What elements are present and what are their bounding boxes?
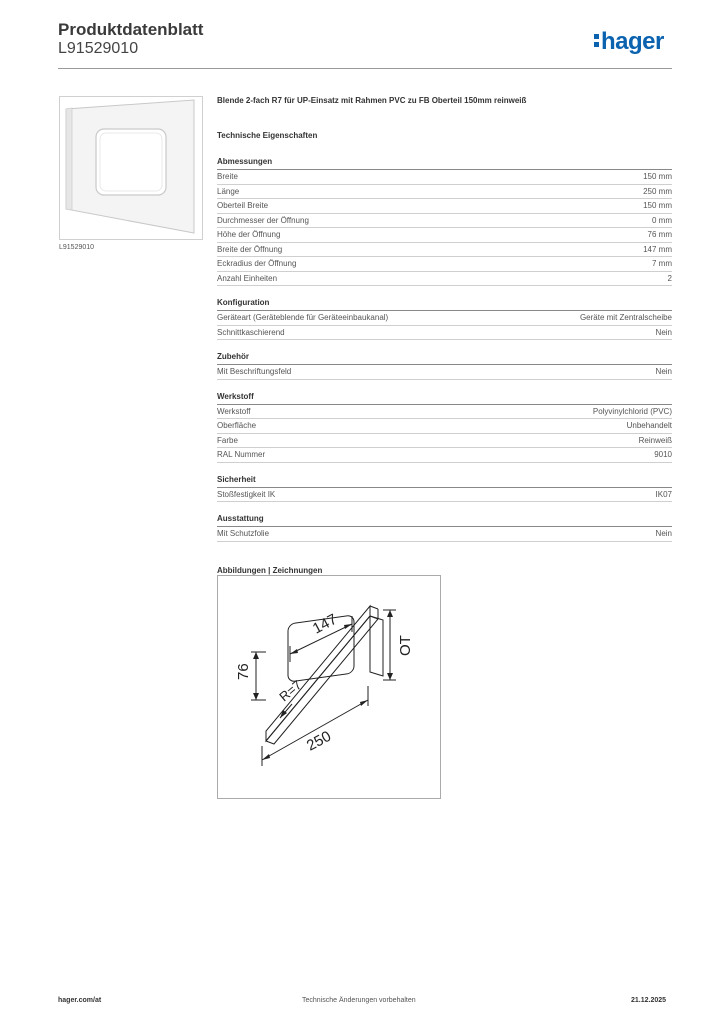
spec-section xyxy=(217,475,672,503)
specification-content xyxy=(217,96,672,578)
spec-value: Unbehandelt xyxy=(626,421,672,430)
spec-row xyxy=(217,448,672,463)
spec-label: Farbe xyxy=(217,435,238,445)
product-cover-plate-image xyxy=(60,97,202,239)
spec-label: Höhe der Öffnung xyxy=(217,230,281,239)
spec-value: Nein xyxy=(655,367,672,376)
page-title: Produktdatenblatt xyxy=(58,20,204,39)
spec-value: 76 mm xyxy=(647,230,672,239)
spec-row xyxy=(217,434,672,449)
spec-row xyxy=(217,326,672,341)
technical-properties-heading: Technische Eigenschaften xyxy=(217,131,318,140)
hager-logo xyxy=(594,28,664,56)
spec-label: Anzahl Einheiten xyxy=(217,273,278,283)
section-heading: Zubehör xyxy=(217,352,672,365)
spec-section xyxy=(217,514,672,542)
spec-label: Schnittkaschierend xyxy=(217,327,285,337)
spec-value: 150 mm xyxy=(643,172,672,181)
spec-row xyxy=(217,243,672,258)
spec-value: 2 xyxy=(667,273,672,283)
spec-value: IK07 xyxy=(655,489,672,499)
spec-row xyxy=(217,228,672,243)
dim-top-label: OT xyxy=(397,635,414,656)
spec-sections xyxy=(217,157,672,542)
section-heading: Konfiguration xyxy=(217,298,672,311)
product-title: Blende 2-fach R7 für UP-Einsatz mit Rahmen PVC zu FB Oberteil 150mm reinweiß xyxy=(217,96,527,105)
dim-radius-label: R=7 xyxy=(276,677,305,705)
technical-drawing xyxy=(217,575,441,799)
dimension-drawing xyxy=(218,576,440,798)
spec-value: Reinweiß xyxy=(638,435,672,445)
product-image xyxy=(59,96,203,240)
spec-label: Breite xyxy=(217,172,238,181)
spec-row xyxy=(217,365,672,380)
section-heading: Sicherheit xyxy=(217,475,672,488)
spec-label: Werkstoff xyxy=(217,406,251,416)
spec-row xyxy=(217,527,672,542)
spec-value: 250 mm xyxy=(643,186,672,196)
spec-row xyxy=(217,488,672,503)
spec-label: Stoßfestigkeit IK xyxy=(217,489,276,499)
spec-row xyxy=(217,257,672,272)
spec-label: Durchmesser der Öffnung xyxy=(217,215,309,225)
spec-label: Eckradius der Öffnung xyxy=(217,259,297,268)
spec-section xyxy=(217,352,672,380)
logo-text: hager xyxy=(601,28,664,55)
dim-height-label: 76 xyxy=(235,663,252,680)
spec-section xyxy=(217,392,672,463)
spec-value: 147 mm xyxy=(643,244,672,254)
spec-value: 9010 xyxy=(654,450,672,459)
footer-notice: Technische Änderungen vorbehalten xyxy=(302,997,416,1004)
spec-value: Nein xyxy=(655,529,672,538)
article-number: L91529010 xyxy=(58,40,139,57)
spec-value: 7 mm xyxy=(652,259,672,268)
spec-row xyxy=(217,405,672,420)
section-heading: Abmessungen xyxy=(217,157,672,170)
section-heading: Ausstattung xyxy=(217,514,672,527)
spec-row xyxy=(217,311,672,326)
footer-date: 21.12.2025 xyxy=(631,997,667,1004)
product-image-caption: L91529010 xyxy=(59,244,95,251)
dim-length-label: 250 xyxy=(303,727,334,755)
spec-section xyxy=(217,298,672,340)
logo-dots-icon xyxy=(594,34,599,50)
dim-width-label: 147 xyxy=(309,610,340,638)
spec-value: 0 mm xyxy=(652,215,672,225)
spec-value: 150 mm xyxy=(643,201,672,210)
header-divider xyxy=(58,68,672,69)
spec-label: Breite der Öffnung xyxy=(217,244,283,254)
spec-value: Polyvinylchlorid (PVC) xyxy=(592,406,672,416)
spec-label: Geräteart (Geräteblende für Geräteeinbaukanal) xyxy=(217,313,389,322)
spec-label: Mit Schutzfolie xyxy=(217,529,270,538)
footer-website[interactable]: hager.com/at xyxy=(58,997,102,1004)
spec-section xyxy=(217,157,672,286)
spec-row xyxy=(217,199,672,214)
spec-row xyxy=(217,272,672,287)
spec-row xyxy=(217,214,672,229)
spec-value: Geräte mit Zentralscheibe xyxy=(579,313,672,322)
spec-label: Oberfläche xyxy=(217,421,257,430)
spec-row xyxy=(217,419,672,434)
figures-heading: Abbildungen | Zeichnungen xyxy=(217,565,323,575)
spec-label: Länge xyxy=(217,186,240,196)
spec-label: RAL Nummer xyxy=(217,450,266,459)
spec-row xyxy=(217,185,672,200)
spec-label: Oberteil Breite xyxy=(217,201,269,210)
spec-value: Nein xyxy=(655,327,672,337)
spec-label: Mit Beschriftungsfeld xyxy=(217,367,292,376)
section-heading: Werkstoff xyxy=(217,392,672,405)
spec-row xyxy=(217,170,672,185)
